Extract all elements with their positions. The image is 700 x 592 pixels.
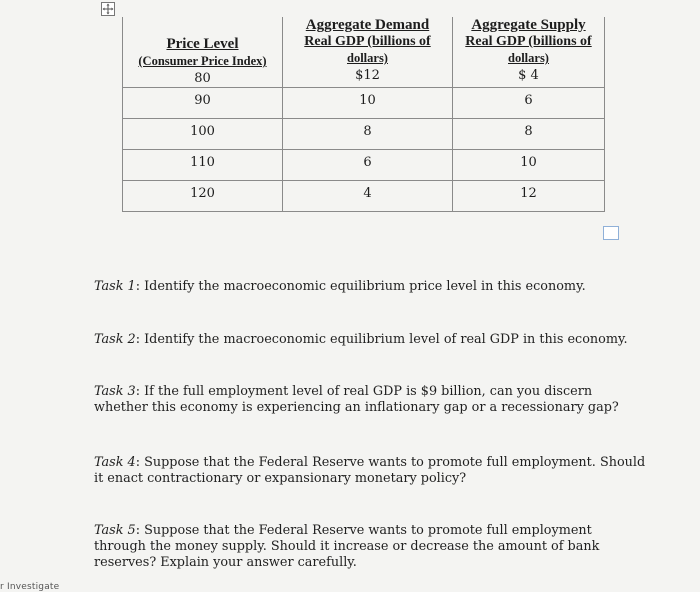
- task-label: Task 1: [94, 279, 136, 294]
- header-first-value: 80: [194, 71, 211, 86]
- task-line: through the money supply. Should it increase or decrease the amount of bank: [94, 539, 600, 554]
- table-cell: 10: [453, 150, 605, 181]
- header-subtitle: Real GDP (billions of: [465, 34, 592, 49]
- header-subtitle-2: dollars): [508, 51, 549, 65]
- table-cell: 90: [123, 88, 283, 119]
- move-arrows-icon: [102, 3, 114, 15]
- task-line: whether this economy is experiencing an inflationary gap or a recessionary gap?: [94, 400, 619, 415]
- table-move-handle[interactable]: [101, 2, 115, 16]
- aggregate-supply-header: [453, 17, 605, 88]
- task-label: Task 4: [94, 455, 136, 470]
- table-cell: 6: [453, 88, 605, 119]
- header-first-value: $12: [355, 68, 380, 83]
- table-cell: 6: [283, 150, 453, 181]
- task-line: Identify the macroeconomic equilibrium price level in this economy.: [144, 279, 586, 294]
- table-cell: 12: [453, 181, 605, 212]
- header-first-value: $ 4: [518, 68, 539, 83]
- table-cell: 110: [123, 150, 283, 181]
- task-label: Task 2: [94, 332, 136, 347]
- task-1: Task 1: Identify the macroeconomic equilibrium price level in this economy.: [94, 279, 586, 294]
- table-row: [123, 150, 605, 181]
- table-cell: 4: [283, 181, 453, 212]
- header-title: Aggregate Supply: [471, 17, 586, 33]
- header-title: Aggregate Demand: [305, 17, 430, 33]
- table-row: [123, 181, 605, 212]
- task-line: reserves? Explain your answer carefully.: [94, 555, 357, 570]
- table-cell: 120: [123, 181, 283, 212]
- task-line: If the full employment level of real GDP is $9 billion, can you discern: [144, 384, 593, 399]
- task-2: Task 2: Identify the macroeconomic equilibrium level of real GDP in this economy.: [94, 332, 628, 347]
- task-label: Task 3: [94, 384, 136, 399]
- table-resize-handle[interactable]: [603, 226, 619, 240]
- task-label: Task 5: [94, 523, 136, 538]
- task-4: Task 4: Suppose that the Federal Reserve wants to promote full employment. Should it enact contractionary or expansionary monetary policy?: [94, 455, 646, 486]
- table-header-row: [123, 17, 605, 88]
- header-subtitle: (Consumer Price Index): [138, 54, 267, 68]
- supply-demand-table: [122, 17, 605, 212]
- header-subtitle: Real GDP (billions of: [304, 34, 431, 49]
- table-cell: 10: [283, 88, 453, 119]
- table-row: [123, 119, 605, 150]
- table-cell: 100: [123, 119, 283, 150]
- table-cell: 8: [283, 119, 453, 150]
- task-line: Suppose that the Federal Reserve wants to promote full employment. Should: [144, 455, 646, 470]
- aggregate-demand-header: [283, 17, 453, 88]
- task-line: Identify the macroeconomic equilibrium level of real GDP in this economy.: [144, 332, 628, 347]
- price-level-header: [123, 17, 283, 88]
- table-cell: 8: [453, 119, 605, 150]
- investigate-label[interactable]: r Investigate: [0, 582, 60, 592]
- header-title: Price Level: [166, 36, 239, 52]
- task-line: Suppose that the Federal Reserve wants to promote full employment: [144, 523, 592, 538]
- task-line: it enact contractionary or expansionary monetary policy?: [94, 471, 467, 486]
- header-subtitle-2: dollars): [347, 51, 388, 65]
- task-3: Task 3: If the full employment level of real GDP is $9 billion, can you discern whether this economy is experiencing an inflationary gap or a recessionary gap?: [94, 384, 619, 415]
- table-row: [123, 88, 605, 119]
- task-5: Task 5: Suppose that the Federal Reserve wants to promote full employment through the money supply. Should it increase or decrease the amount of bank reserves? Explain your answer carefully.: [94, 523, 600, 570]
